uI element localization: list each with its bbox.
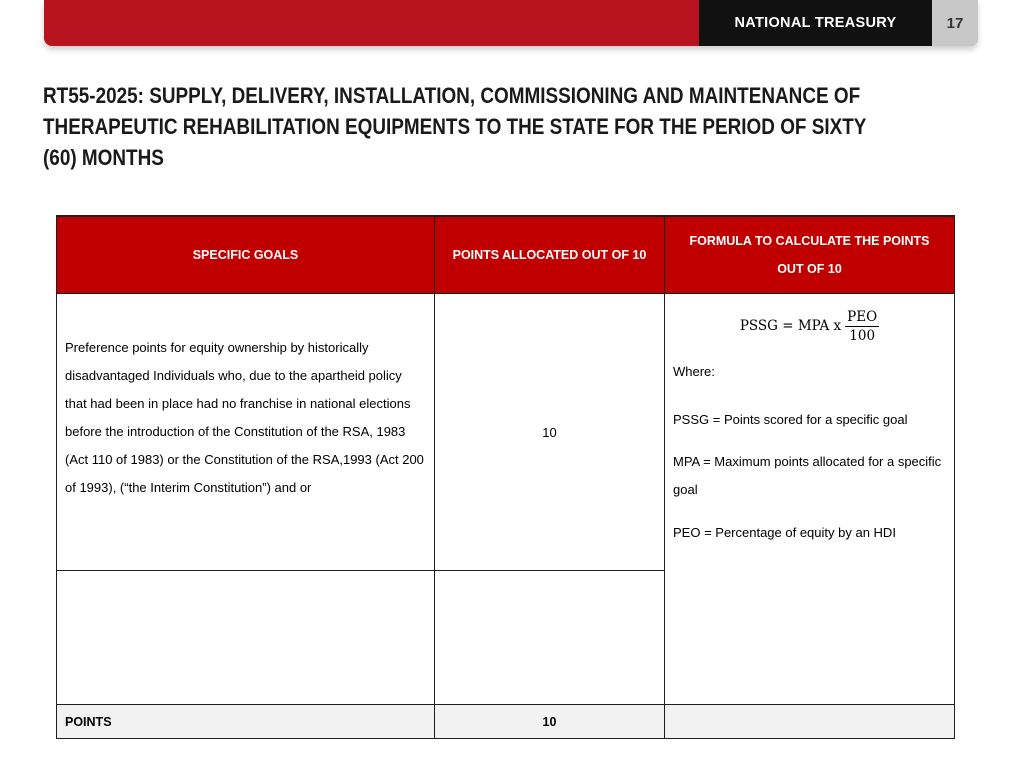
table-row <box>57 294 955 571</box>
header-bar <box>44 0 978 46</box>
definition-pssg: PSSG = Points scored for a specific goal <box>673 412 908 427</box>
definition-mpa: MPA = Maximum points allocated for a specific goal <box>673 454 942 497</box>
title-line-3: (60) MONTHS <box>43 145 164 170</box>
empty-points-cell <box>435 571 665 705</box>
total-value: 10 <box>435 705 665 739</box>
page-number: 17 <box>932 0 978 46</box>
total-empty-cell <box>665 705 955 739</box>
goal-points: 10 <box>435 294 665 571</box>
header-points-allocated: POINTS ALLOCATED OUT OF 10 <box>435 216 665 294</box>
total-label: POINTS <box>57 705 435 739</box>
formula-where: Where: <box>673 364 715 379</box>
formula-numerator: PEO <box>847 308 878 325</box>
header-formula-line1: FORMULA TO CALCULATE THE POINTS <box>689 234 930 248</box>
formula-lhs: PSSG = MPA x <box>739 318 842 334</box>
formula-fraction <box>845 309 879 344</box>
table-header-row <box>57 216 955 294</box>
empty-goal-cell <box>57 571 435 705</box>
definition-peo: PEO = Percentage of equity by an HDI <box>673 525 896 540</box>
formula-equation <box>673 302 946 350</box>
header-formula-line2: OUT OF 10 <box>777 262 842 276</box>
header-formula <box>665 216 955 294</box>
page-title <box>43 80 867 173</box>
formula-cell <box>665 294 955 705</box>
title-line-1: RT55-2025: SUPPLY, DELIVERY, INSTALLATION, COMMISSIONING AND MAINTENANCE OF <box>43 83 861 108</box>
brand-label: NATIONAL TREASURY <box>699 0 932 46</box>
goal-description: Preference points for equity ownership by historically disadvantaged Individuals who, due to the apartheid policy that had been in place had no franchise in national elections before the introduction of the Constitution of the RSA, 1983 (Act 110 of 1983) or the Constitution of the RSA,1993 (Act 200 of 1993), (“the Interim Constitution”) and or <box>57 294 435 571</box>
title-line-2: THERAPEUTIC REHABILITATION EQUIPMENTS TO THE STATE FOR THE PERIOD OF SIXTY <box>43 114 867 139</box>
header-specific-goals: SPECIFIC GOALS <box>57 216 435 294</box>
formula-denominator: 100 <box>849 327 876 344</box>
specific-goals-table <box>56 215 955 739</box>
table-total-row <box>57 705 955 739</box>
